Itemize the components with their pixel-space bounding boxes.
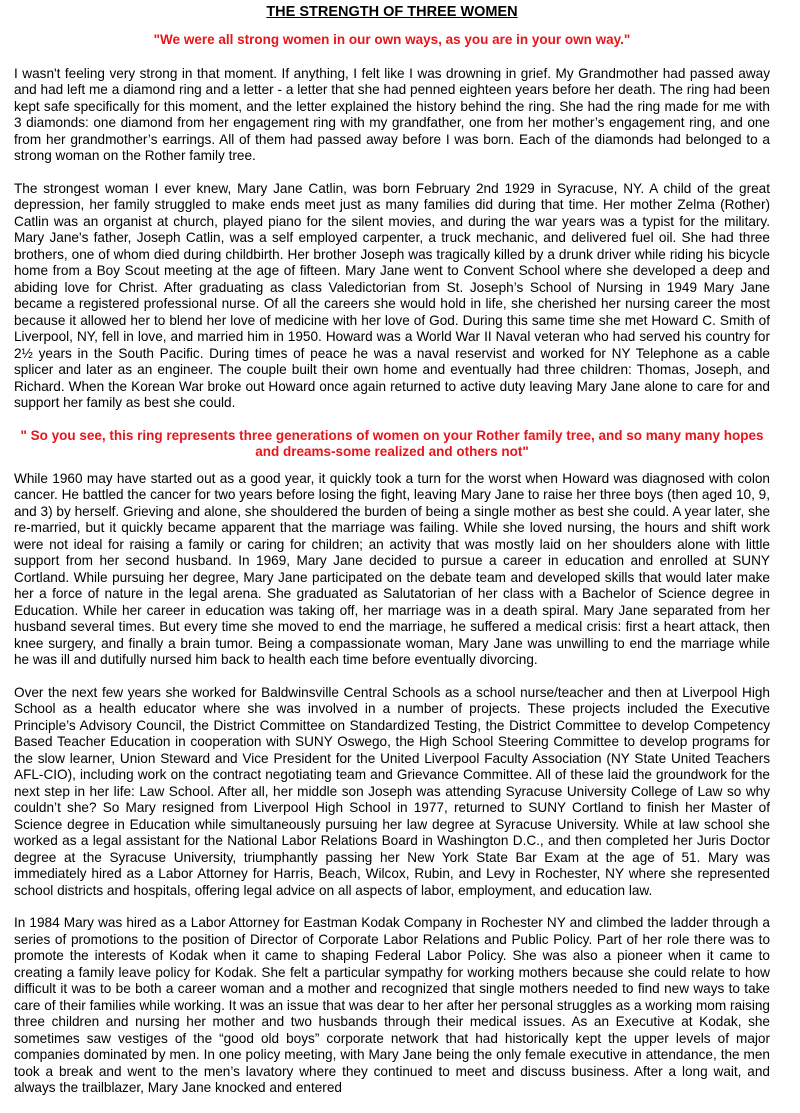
paragraph-2: The strongest woman I ever knew, Mary Jane Catlin, was born February 2nd 1929 in Syracuse, NY. A child of the great depression, her family struggled to make ends meet just as many families did during that time. Her mother Zelma (Rother) Catlin was an organist at church, played piano for the silent movies, and during the war years was a typist for the military. Mary Jane's father, Joseph Catlin, was a self employed carpenter, a truck mechanic, and delivered fuel oil. She had three brothers, one of whom died during childbirth. Her brother Joseph was tragically killed by a drunk driver while riding his bicycle home from a Boy Scout meeting at the age of fifteen. Mary Jane went to Convent School where she developed a deep and abiding love for Christ. After graduating as class Valedictorian from St. Joseph’s School of Nursing in 1949 Mary Jane became a registered professional nurse. Of all the careers she would hold in life, she cherished her nursing career the most because it allowed her to blend her love of medicine with her love of God. During this same time she met Howard C. Smith of Liverpool, NY, fell in love, and married him in 1950. Howard was a World War II Naval veteran who had served his country for 2½ years in the South Pacific. During times of peace he was a naval reservist and worked for NY Telephone as a cable splicer and later as an engineer. The couple built their own home and eventually had three children: Thomas, Joseph, and Richard. When the Korean War broke out Howard once again returned to active duty leaving Mary Jane alone to care for and support her family as best she could.	[14, 180, 770, 410]
document-title: THE STRENGTH OF THREE WOMEN	[266, 4, 518, 20]
pull-quote-2: " So you see, this ring represents three generations of women on your Rother family tree, and so many many hopes and dreams-some realized and others not"	[20, 427, 764, 459]
paragraph-5: In 1984 Mary was hired as a Labor Attorney for Eastman Kodak Company in Rochester NY and climbed the ladder through a series of promotions to the position of Director of Corporate Labor Relations and Public Policy. Part of her role there was to promote the interests of Kodak when it came to shaping Federal Labor Policy. She was also a pioneer when it came to creating a family leave policy for Kodak. She felt a particular sympathy for working mothers because she could relate to how difficult it was to be both a career woman and a mother and recognized that single mothers needed to find new ways to take care of their families while working. It was an issue that was dear to her after her personal struggles as a working mom raising three children and nursing her mother and two husbands through their medical issues. As an Executive at Kodak, she sometimes saw vestiges of the “good old boys” corporate network that had historically kept the upper levels of major companies dominated by men. In one policy meeting, with Mary Jane being the only female executive in attendance, the men took a break and went to the men’s lavatory where they continued to meet and discuss business. After a long wait, and always the trailblazer, Mary Jane knocked and entered	[14, 915, 770, 1095]
paragraph-3: While 1960 may have started out as a good year, it quickly took a turn for the worst when Howard was diagnosed with colon cancer. He battled the cancer for two years before losing the fight, leaving Mary Jane to raise her three boys (then aged 10, 9, and 3) by herself. Grieving and alone, she shouldered the burden of being a single mother as best she could. A year later, she re-married, but it quickly became apparent that the marriage was failing. While she loved nursing, the hours and shift work were not ideal for raising a family or caring for children; an activity that was mostly laid on her shoulders alone with little support from her second husband. In 1969, Mary Jane decided to pursue a career in education and enrolled at SUNY Cortland. While pursuing her degree, Mary Jane participated on the debate team and developed skills that would later make her a force of nature in the legal arena. She graduated as Salutatorian of her class with a Bachelor of Science degree in Education. While her career in education was taking off, her marriage was in a death spiral. Mary Jane separated from her husband several times. But every time she moved to end the marriage, he suffered a medical crisis: first a heart attack, then knee surgery, and finally a brain tumor. Being a compassionate woman, Mary Jane was unwilling to end the marriage while he was ill and dutifully nursed him back to health each time before eventually divorcing.	[14, 470, 770, 667]
paragraph-4: Over the next few years she worked for Baldwinsville Central Schools as a school nurse/teacher and then at Liverpool High School as a health educator where she was involved in a number of projects. These projects included the Executive Principle’s Advisory Council, the District Committee on Standardized Testing, the District Committee to develop Competency Based Teacher Education in cooperation with SUNY Oswego, the High School Steering Committee to develop programs for the slow learner, Union Steward and Vice President for the United Liverpool Faculty Association (NY State United Teachers AFL-CIO), including work on the contract negotiating team and Grievance Committee. All of these laid the groundwork for the next step in her life: Law School. After all, her middle son Joseph was attending Syracuse University College of Law so why couldn’t she? So Mary resigned from Liverpool High School in 1977, returned to SUNY Cortland to finish her Master of Science degree in Education while simultaneously pursuing her law degree at Syracuse University. While at law school she worked as a legal assistant for the National Labor Relations Board in Washington D.C., and then completed her Juris Doctor degree at the Syracuse University, triumphantly passing her New York State Bar Exam at the age of 51. Mary was immediately hired as a Labor Attorney for Harris, Beach, Wilcox, Rubin, and Levy in Rochester, NY where she represented school districts and hospitals, offering legal advice on all aspects of labor, employment, and education law.	[14, 684, 770, 898]
pull-quote-1: "We were all strong women in our own ways, as you are in your own way."	[153, 32, 631, 47]
document-page	[14, 4, 770, 1113]
paragraph-1: I wasn't feeling very strong in that moment. If anything, I felt like I was drowning in grief. My Grandmother had passed away and had left me a diamond ring and a letter - a letter that she had penned eighteen years before her death. The ring had been kept safe specifically for this moment, and the letter explained the history behind the ring. She had the ring made for me with 3 diamonds: one diamond from her engagement ring with my grandfather, one from her mother’s engagement ring, and one from her grandmother’s earrings. All of them had passed away before I was born. Each of the diamonds had belonged to a strong woman on the Rother family tree.	[14, 65, 770, 163]
